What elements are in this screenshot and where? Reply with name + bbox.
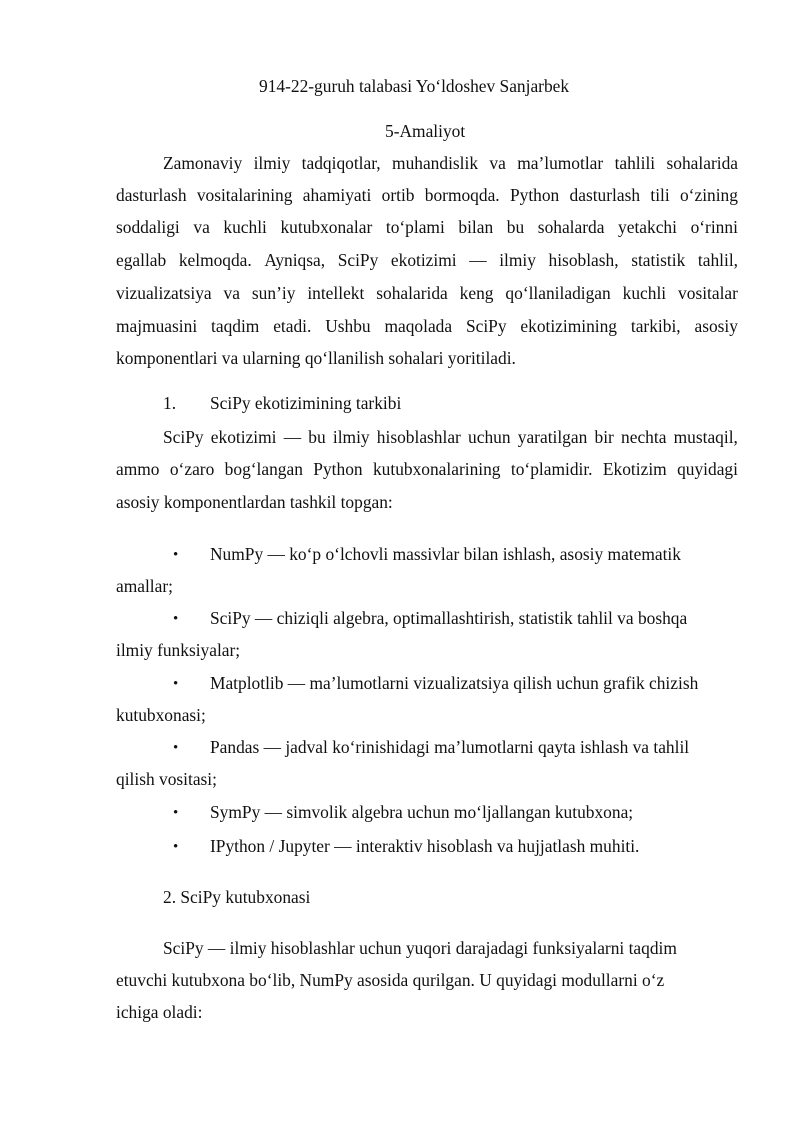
section1-para-line: asosiy komponentlardan tashkil topgan: [116,492,393,512]
section1-heading: SciPy ekotizimining tarkibi [210,393,402,413]
bullet-icon: • [173,839,179,855]
intro-line: Zamonaviy ilmiy tadqiqotlar, muhandislik va ma’lumotlar tahlili sohalarida [163,153,738,173]
list-item-text: Pandas — jadval ko‘rinishidagi ma’lumotlarni qayta ishlash va tahlil [210,737,690,757]
bullet-icon: • [173,547,179,563]
section2-para-line: SciPy — ilmiy hisoblashlar uchun yuqori darajadagi funksiyalarni taqdim [163,938,677,958]
section1-number: 1. [163,393,177,413]
bullet-icon: • [173,611,179,627]
list-item-text: NumPy — ko‘p o‘lchovli massivlar bilan ishlash, asosiy matematik [210,544,681,564]
list-item-text-continued: qilish vositasi; [116,769,217,789]
intro-line: soddaligi va kuchli kutubxonalar to‘plami bilan bu sohalarda yetakchi o‘rinni [116,217,738,237]
list-item-text-continued: kutubxonasi; [116,705,206,725]
list-item-text: Matplotlib — ma’lumotlarni vizualizatsiya qilish uchun grafik chizish [210,673,699,693]
section1-para-line: ammo o‘zaro bog‘langan Python kutubxonalarining to‘plamidir. Ekotizim quyidagi [116,459,738,479]
list-item-text-continued: ilmiy funksiyalar; [116,640,241,660]
list-item-text: IPython / Jupyter — interaktiv hisoblash va hujjatlash muhiti. [210,836,640,856]
bullet-icon: • [173,676,179,692]
student-line: 914-22-guruh talabasi Yo‘ldoshev Sanjarbek [259,76,570,96]
list-item-text: SciPy — chiziqli algebra, optimallashtirish, statistik tahlil va boshqa [210,608,688,628]
list-item-text: SymPy — simvolik algebra uchun mo‘ljallangan kutubxona; [210,802,634,822]
section2-heading: 2. SciPy kutubxonasi [163,887,311,907]
section2-para-line: etuvchi kutubxona bo‘lib, NumPy asosida qurilgan. U quyidagi modullarni o‘z [116,970,665,990]
list-item-text-continued: amallar; [116,576,173,596]
document-title: 5-Amaliyot [385,121,466,141]
intro-line: komponentlari va ularning qo‘llanilish sohalari yoritiladi. [116,348,516,368]
intro-line: egallab kelmoqda. Ayniqsa, SciPy ekotizimi — ilmiy hisoblash, statistik tahlil, [116,250,738,270]
intro-line: vizualizatsiya va sun’iy intellekt sohalarida keng qo‘llaniladigan kuchli vositalar [116,283,738,303]
intro-line: majmuasini taqdim etadi. Ushbu maqolada SciPy ekotizimining tarkibi, asosiy [116,316,738,336]
section2-para-line: ichiga oladi: [116,1002,203,1022]
bullet-icon: • [173,740,179,756]
bullet-icon: • [173,805,179,821]
section1-para-line: SciPy ekotizimi — bu ilmiy hisoblashlar uchun yaratilgan bir nechta mustaqil, [163,427,738,447]
intro-line: dasturlash vositalarining ahamiyati ortib bormoqda. Python dasturlash tili o‘zining [116,185,738,205]
